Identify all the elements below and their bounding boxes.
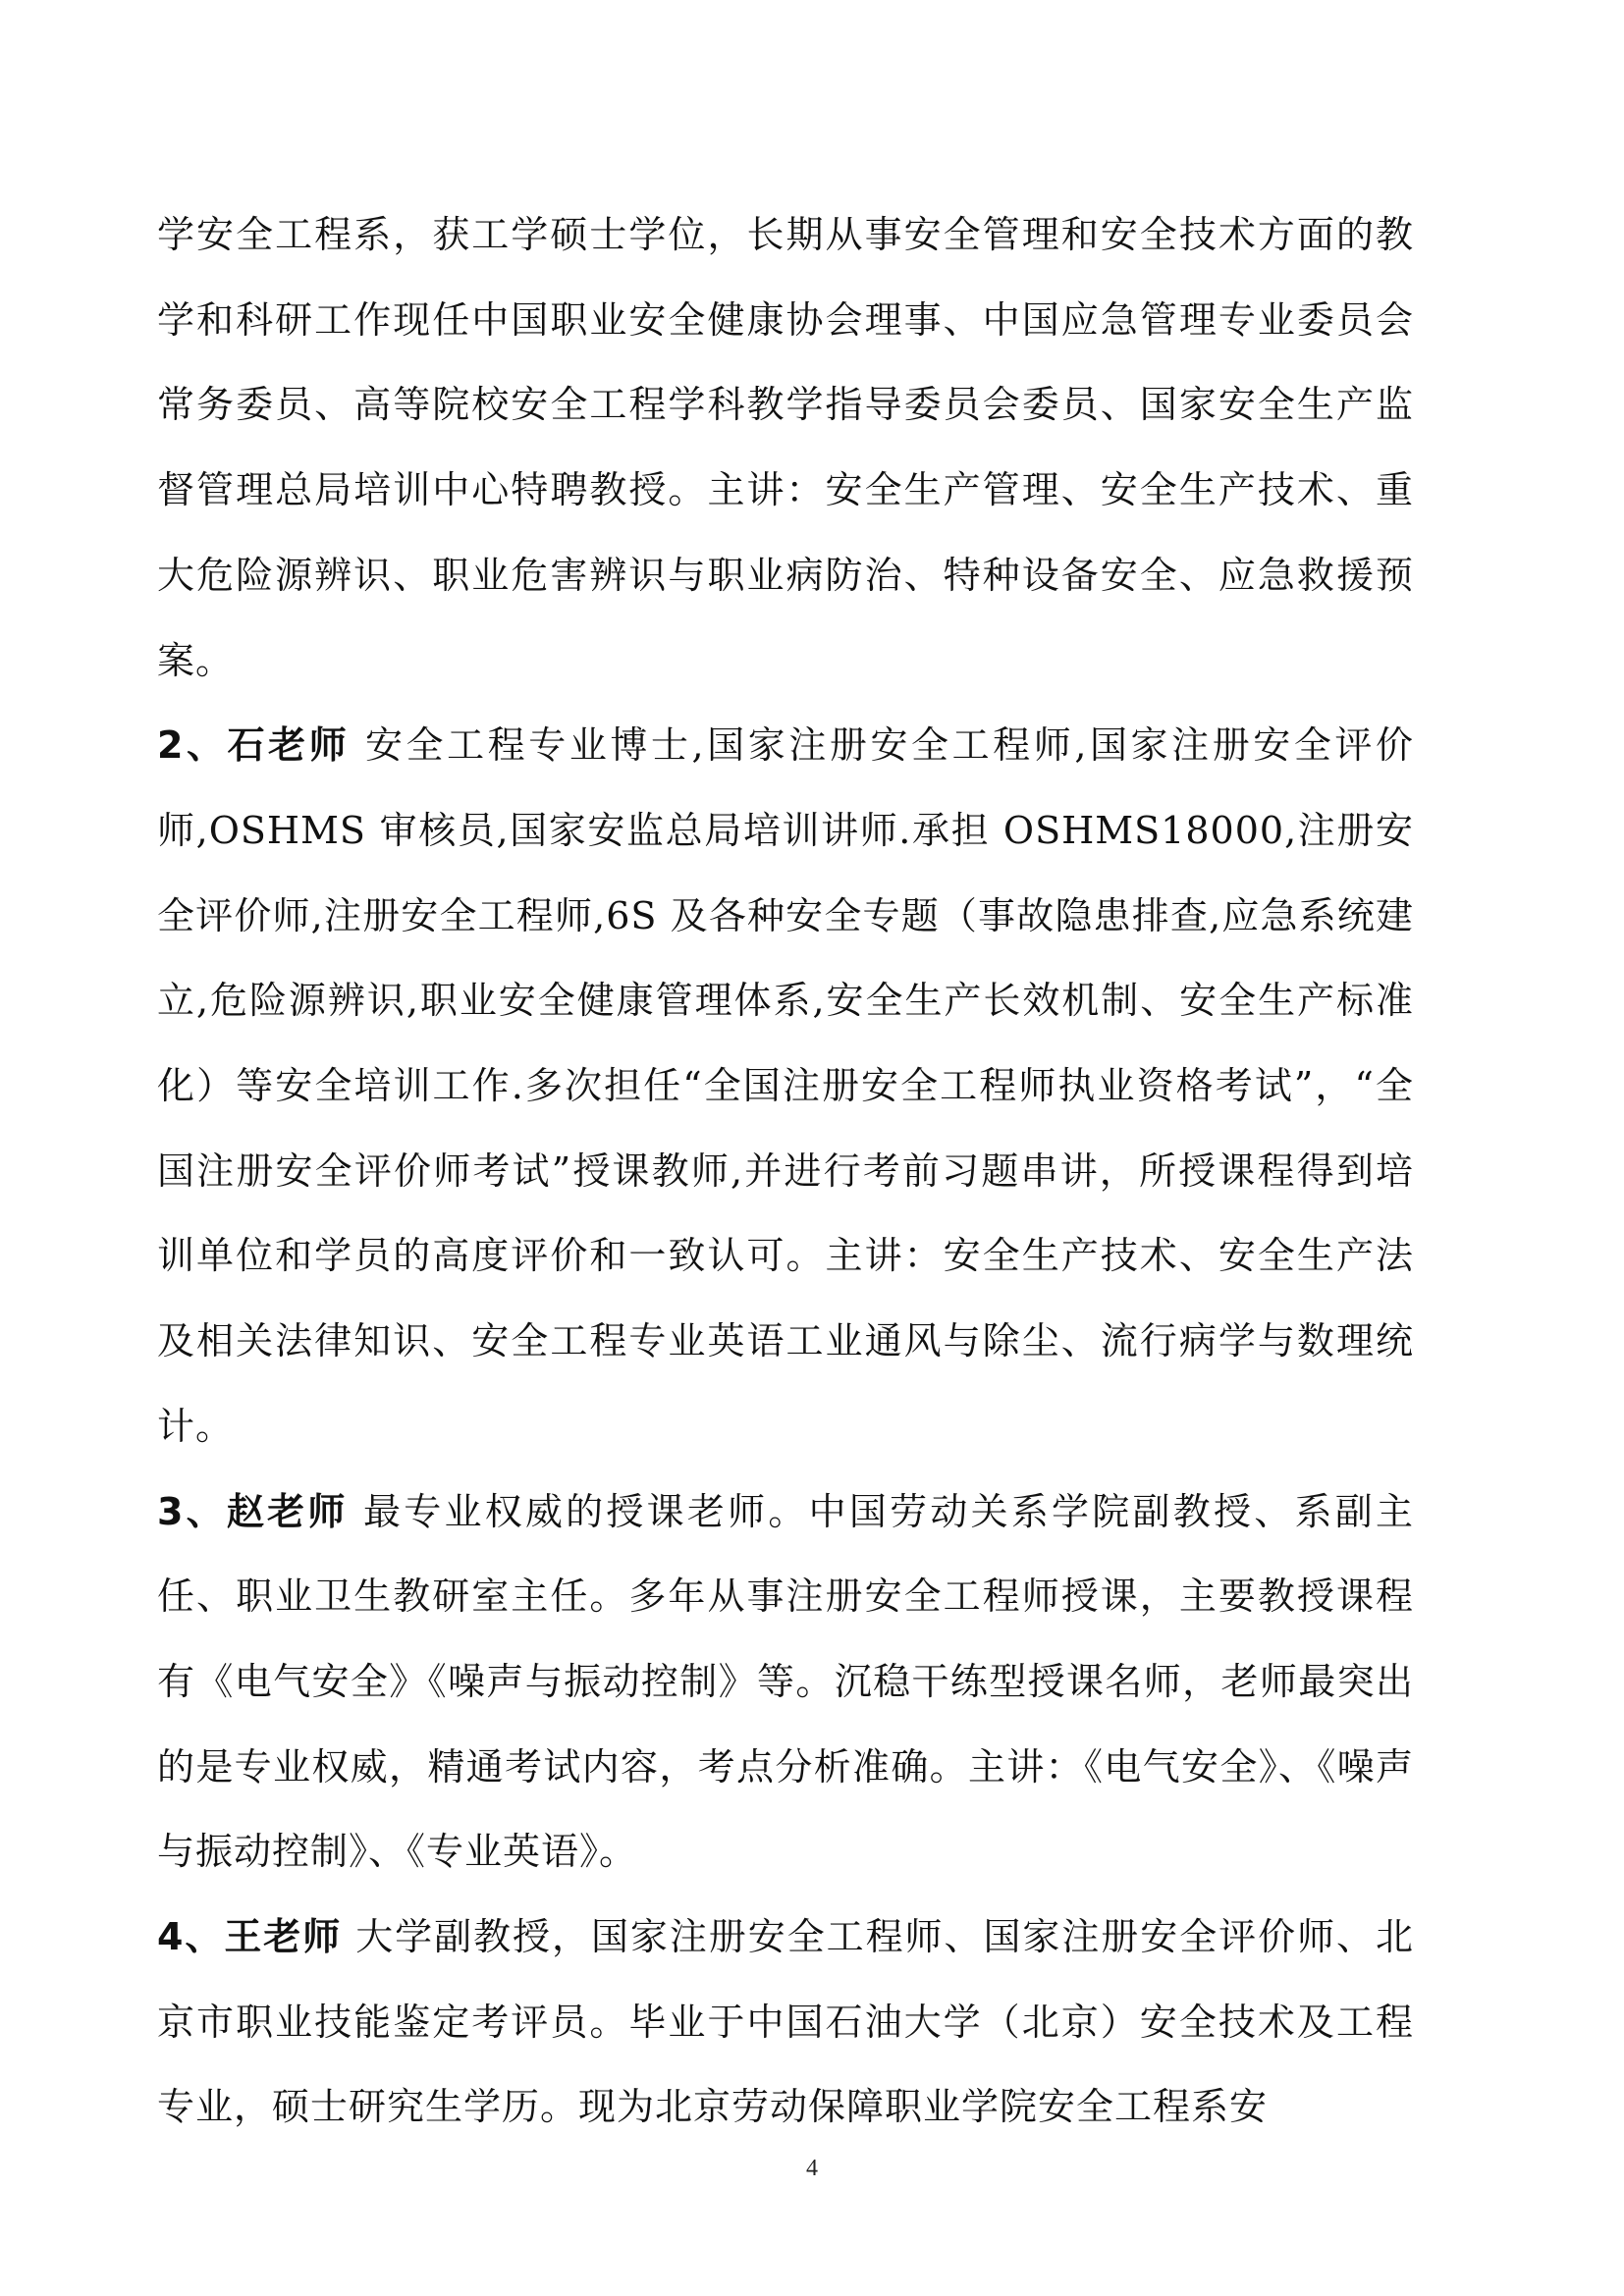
teacher-name: 石老师	[227, 723, 351, 768]
paragraph-number: 4、	[157, 1915, 225, 1959]
paragraph-body: 安全工程专业博士,国家注册安全工程师,国家注册安全评价师,OSHMS 审核员,国家安监总局培训讲师.承担 OSHMS18000,注册安全评价师,注册安全工程师,6S 及各种安全专题（事故隐患排查,应急系统建立,危险源辨识,职业安全健康管理体系,安全生产长效机制、安全生产标准化）等安全培训工作.多次担任“全国注册安全工程师执业资格考试”，“全国注册安全评价师考试”授课教师,并进行考前习题串讲，所授课程得到培训单位和学员的高度评价和一致认可。主讲：安全生产技术、安全生产法及相关法律知识、安全工程专业英语工业通风与除尘、流行病学与数理统计。	[157, 723, 1414, 1448]
paragraph-1	[157, 192, 1414, 703]
paragraph-3	[157, 1469, 1414, 1896]
teacher-name: 王老师	[224, 1915, 343, 1959]
teacher-name: 赵老师	[226, 1489, 349, 1533]
body-text	[157, 192, 1414, 2150]
paragraph-body: 大学副教授，国家注册安全工程师、国家注册安全评价师、北京市职业技能鉴定考评员。毕业于中国石油大学（北京）安全技术及工程专业，硕士研究生学历。现为北京劳动保障职业学院安全工程系安	[157, 1915, 1414, 2129]
paragraph-body: 最专业权威的授课老师。中国劳动关系学院副教授、系副主任、职业卫生教研室主任。多年从事注册安全工程师授课，主要教授课程有《电气安全》《噪声与振动控制》等。沉稳干练型授课名师，老师最突出的是专业权威，精通考试内容，考点分析准确。主讲：《电气安全》、《噪声与振动控制》、《专业英语》。	[157, 1489, 1414, 1874]
paragraph-number: 2、	[157, 723, 228, 768]
page-number: 4	[806, 2156, 818, 2181]
paragraph-4	[157, 1895, 1414, 2150]
paragraph-body: 学安全工程系，获工学硕士学位，长期从事安全管理和安全技术方面的教学和科研工作现任中国职业安全健康协会理事、中国应急管理专业委员会常务委员、高等院校安全工程学科教学指导委员会委员、国家安全生产监督管理总局培训中心特聘教授。主讲：安全生产管理、安全生产技术、重大危险源辨识、职业危害辨识与职业病防治、特种设备安全、应急救援预案。	[157, 213, 1414, 682]
paragraph-number: 3、	[157, 1489, 227, 1533]
paragraph-2	[157, 703, 1414, 1468]
